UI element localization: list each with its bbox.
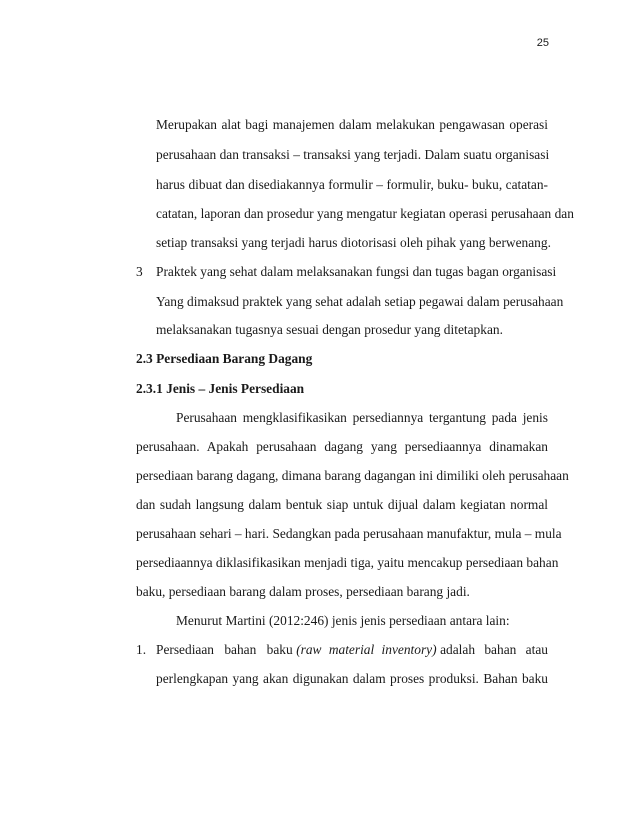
list-item-1 bbox=[136, 640, 548, 660]
paragraph-line: perusahaan. Apakah perusahaan dagang yang persediaannya dinamakan bbox=[136, 439, 548, 454]
paragraph-line: perusahaan sehari – hari. Sedangkan pada perusahaan manufaktur, mula – mula bbox=[136, 526, 562, 541]
list-item-3 bbox=[136, 262, 557, 282]
list-item-line: Yang dimaksud praktek yang sehat adalah setiap pegawai dalam perusahaan bbox=[156, 294, 564, 309]
paragraph-line: dan sudah langsung dalam bentuk siap untuk dijual dalam kegiatan normal bbox=[136, 497, 548, 512]
continuation-line: perusahaan dan transaksi – transaksi yang terjadi. Dalam suatu organisasi bbox=[156, 147, 550, 162]
list-item-italic-term: (raw material inventory) bbox=[296, 642, 437, 657]
list-item-text: adalah bahan atau bbox=[440, 642, 548, 657]
section-heading: 2.3 Persediaan Barang Dagang bbox=[136, 351, 313, 366]
continuation-line: harus dibuat dan disediakannya formulir – formulir, buku- buku, catatan- bbox=[156, 177, 548, 192]
list-item-title: Praktek yang sehat dalam melaksanakan fungsi dan tugas bagan organisasi bbox=[156, 264, 557, 279]
continuation-line: catatan, laporan dan prosedur yang mengatur kegiatan operasi perusahaan dan bbox=[156, 206, 574, 221]
paragraph-line: baku, persediaan barang dalam proses, persediaan barang jadi. bbox=[136, 584, 470, 599]
paragraph-line: Perusahaan mengklasifikasikan persediannya tergantung pada jenis bbox=[176, 410, 548, 425]
continuation-line: setiap transaksi yang terjadi harus diotorisasi oleh pihak yang berwenang. bbox=[156, 235, 551, 250]
paragraph-line: persediaan barang dagang, dimana barang dagangan ini dimiliki oleh perusahaan bbox=[136, 468, 569, 483]
subsection-heading: 2.3.1 Jenis – Jenis Persediaan bbox=[136, 381, 305, 396]
list-item-text: Persediaan bahan baku bbox=[156, 642, 293, 657]
list-item-line: perlengkapan yang akan digunakan dalam proses produksi. Bahan baku bbox=[156, 671, 548, 686]
continuation-line: Merupakan alat bagi manajemen dalam melakukan pengawasan operasi bbox=[156, 117, 548, 132]
list-number: 1. bbox=[136, 642, 147, 657]
list-item-line1 bbox=[156, 640, 548, 660]
paragraph-line: Menurut Martini (2012:246) jenis jenis persediaan antara lain: bbox=[176, 613, 510, 628]
paragraph-line: persediaannya diklasifikasikan menjadi tiga, yaitu mencakup persediaan bahan bbox=[136, 555, 559, 570]
list-number: 3 bbox=[136, 264, 143, 279]
list-item-line: melaksanakan tugasnya sesuai dengan prosedur yang ditetapkan. bbox=[156, 322, 503, 337]
page-number: 25 bbox=[536, 37, 549, 49]
